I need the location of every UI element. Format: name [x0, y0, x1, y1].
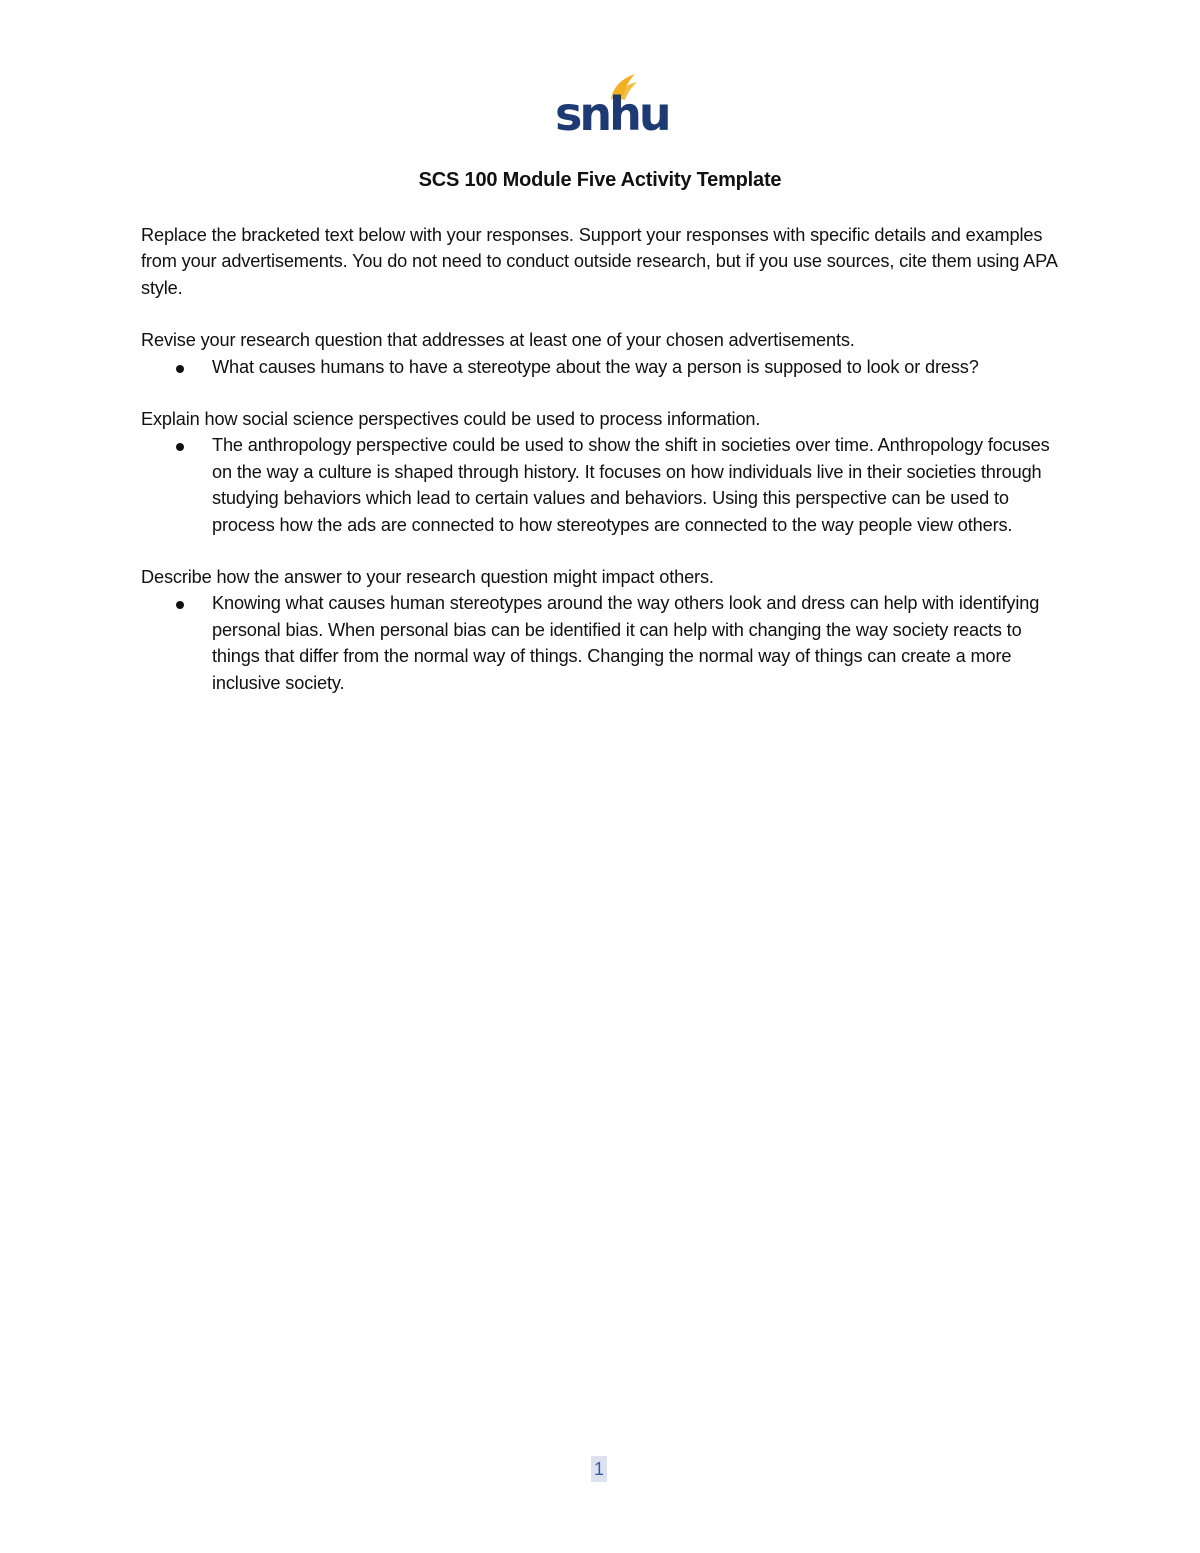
page-title: SCS 100 Module Five Activity Template — [418, 169, 782, 191]
answer-list-3 — [141, 590, 1066, 696]
answer-1: What causes humans to have a stereotype about the way a person is supposed to look or dress? — [212, 356, 979, 377]
answer-list-1 — [141, 354, 1066, 380]
answer-2: The anthropology perspective could be used to show the shift in societies over time. Anthropology focuses on the way a culture is shaped through history. It focuses on how individuals live in their societies through studying behaviors which lead to certain values and behaviors. Using this perspective can be used to process how the ads are connected to how stereotypes are connected to the way people view others. — [212, 435, 1050, 535]
question-2: Explain how social science perspectives could be used to process information. — [141, 409, 761, 430]
document-body — [141, 222, 1066, 722]
page-number: 1 — [591, 1456, 607, 1482]
list-item — [141, 590, 1066, 696]
question-1: Revise your research question that addresses at least one of your chosen advertisements. — [141, 330, 855, 351]
bullet-icon — [176, 443, 184, 451]
snhu-logo — [553, 70, 669, 141]
answer-3: Knowing what causes human stereotypes around the way others look and dress can help with identifying personal bias. When personal bias can be identified it can help with changing the way society reacts to things that differ from the normal way of things. Changing the normal way of things can create a more inclusive society. — [212, 593, 1040, 693]
list-item — [141, 432, 1066, 538]
question-3: Describe how the answer to your research question might impact others. — [141, 567, 714, 588]
list-item — [141, 354, 1066, 380]
bullet-icon — [176, 365, 184, 373]
intro-paragraph: Replace the bracketed text below with your responses. Support your responses with specific details and examples from your advertisements. You do not need to conduct outside research, but if you use sources, cite them using APA style. — [141, 225, 1057, 298]
bullet-icon — [176, 601, 184, 609]
answer-list-2 — [141, 432, 1066, 538]
logo-wordmark: snhu — [555, 87, 669, 141]
